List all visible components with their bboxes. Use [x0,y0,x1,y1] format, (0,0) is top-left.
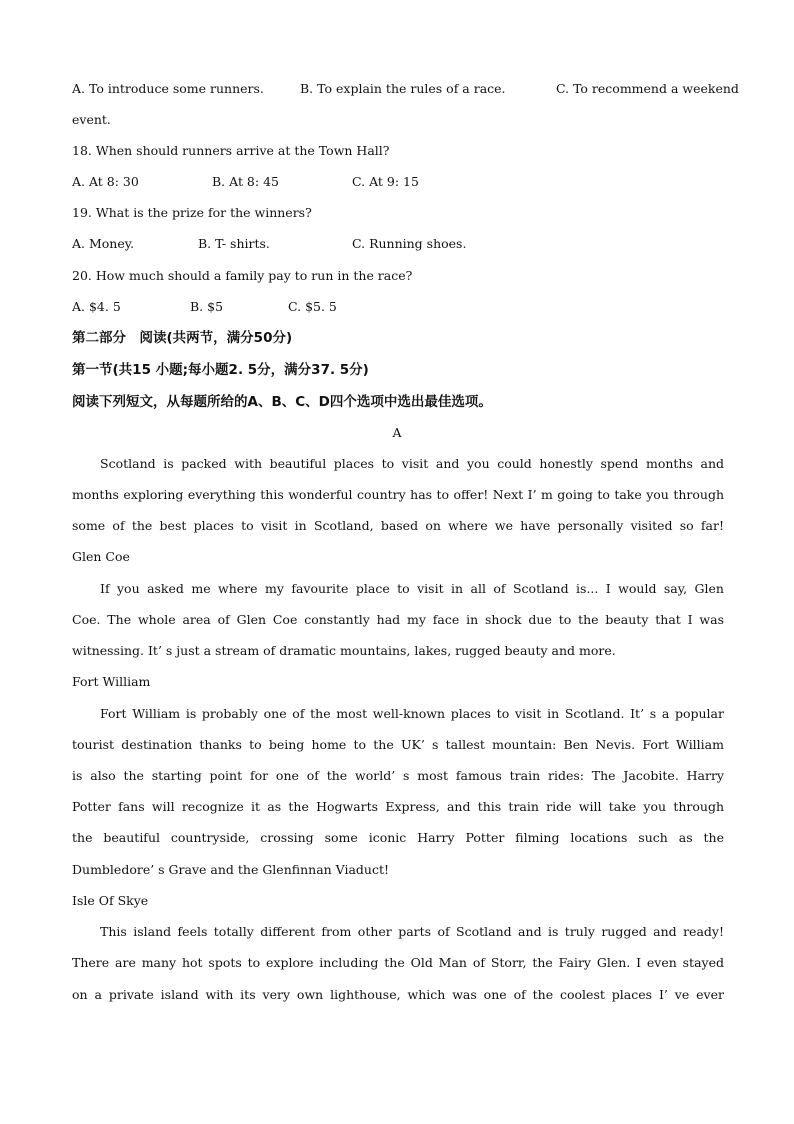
subheading-glen-coe: Glen Coe [72,549,130,564]
paragraph-line: on a private island with its very own lighthouse, which was one of the coolest places I’ ve ever [72,987,724,1002]
option-a: A. At 8: 30 [72,174,139,189]
passage-label: A [392,425,402,440]
question-20-options [72,297,724,317]
subheading-isle-of-skye: Isle Of Skye [72,893,149,908]
paragraph-line: Fort William is probably one of the most well-known places to visit in Scotland. It’ s a popular [100,706,724,721]
option-c: C. Running shoes. [352,236,467,251]
subheading-fort-william: Fort William [72,674,151,689]
paragraph-line: Dumbledore’ s Grave and the Glenfinnan Viaduct! [72,862,390,877]
option-b: B. At 8: 45 [212,174,279,189]
paragraph-line: Potter fans will recognize it as the Hogwarts Express, and this train ride will take you through [72,799,724,814]
paragraph-line: witnessing. It’ s just a stream of dramatic mountains, lakes, rugged beauty and more. [72,643,616,658]
paragraph-line: Scotland is packed with beautiful places to visit and you could honestly spend months and [100,456,724,471]
part-two-heading: 第二部分 阅读(共两节，满分50分) [72,330,293,346]
paragraph-line: months exploring everything this wonderful country has to offer! Next I’ m going to take you through [72,487,724,502]
reading-instruction: 阅读下列短文，从每题所给的A、B、C、D四个选项中选出最佳选项。 [72,394,492,410]
option-b: B. $5 [190,299,224,314]
paragraph-line: This island feels totally different from other parts of Scotland and is truly rugged and ready! [100,924,724,939]
paragraph-line: is also the starting point for one of the world’ s most famous train rides: The Jacobite. Harry [72,768,724,783]
paragraph-line: If you asked me where my favourite place to visit in all of Scotland is... I would say, Glen [100,581,724,596]
paragraph-line: Coe. The whole area of Glen Coe constantly had my face in shock due to the beauty that I was [72,612,724,627]
option-a: A. Money. [72,236,135,251]
question-20-stem: 20. How much should a family pay to run in the race? [72,268,413,283]
option-c: C. To recommend a weekend [556,81,739,96]
question-18-stem: 18. When should runners arrive at the Town Hall? [72,143,390,158]
question-19-stem: 19. What is the prize for the winners? [72,205,312,220]
question-19-options [72,234,724,254]
paragraph-line: the beautiful countryside, crossing some iconic Harry Potter filming locations such as the [72,830,724,845]
option-a: A. $4. 5 [72,299,121,314]
option-b: B. To explain the rules of a race. [300,81,506,96]
paragraph-line: tourist destination thanks to being home to the UK’ s tallest mountain: Ben Nevis. Fort William [72,737,724,752]
question-17-continuation: event. [72,112,111,127]
section-one-heading: 第一节(共15 小题;每小题2. 5分，满分37. 5分) [72,362,369,378]
question-18-options [72,172,724,192]
option-c: C. $5. 5 [288,299,337,314]
paragraph-line: some of the best places to visit in Scotland, based on where we have personally visited so far! [72,518,724,533]
option-a: A. To introduce some runners. [72,81,264,96]
option-b: B. T- shirts. [198,236,270,251]
paragraph-line: There are many hot spots to explore including the Old Man of Storr, the Fairy Glen. I even stayed [72,955,724,970]
question-17-options [72,79,739,99]
option-c: C. At 9: 15 [352,174,419,189]
